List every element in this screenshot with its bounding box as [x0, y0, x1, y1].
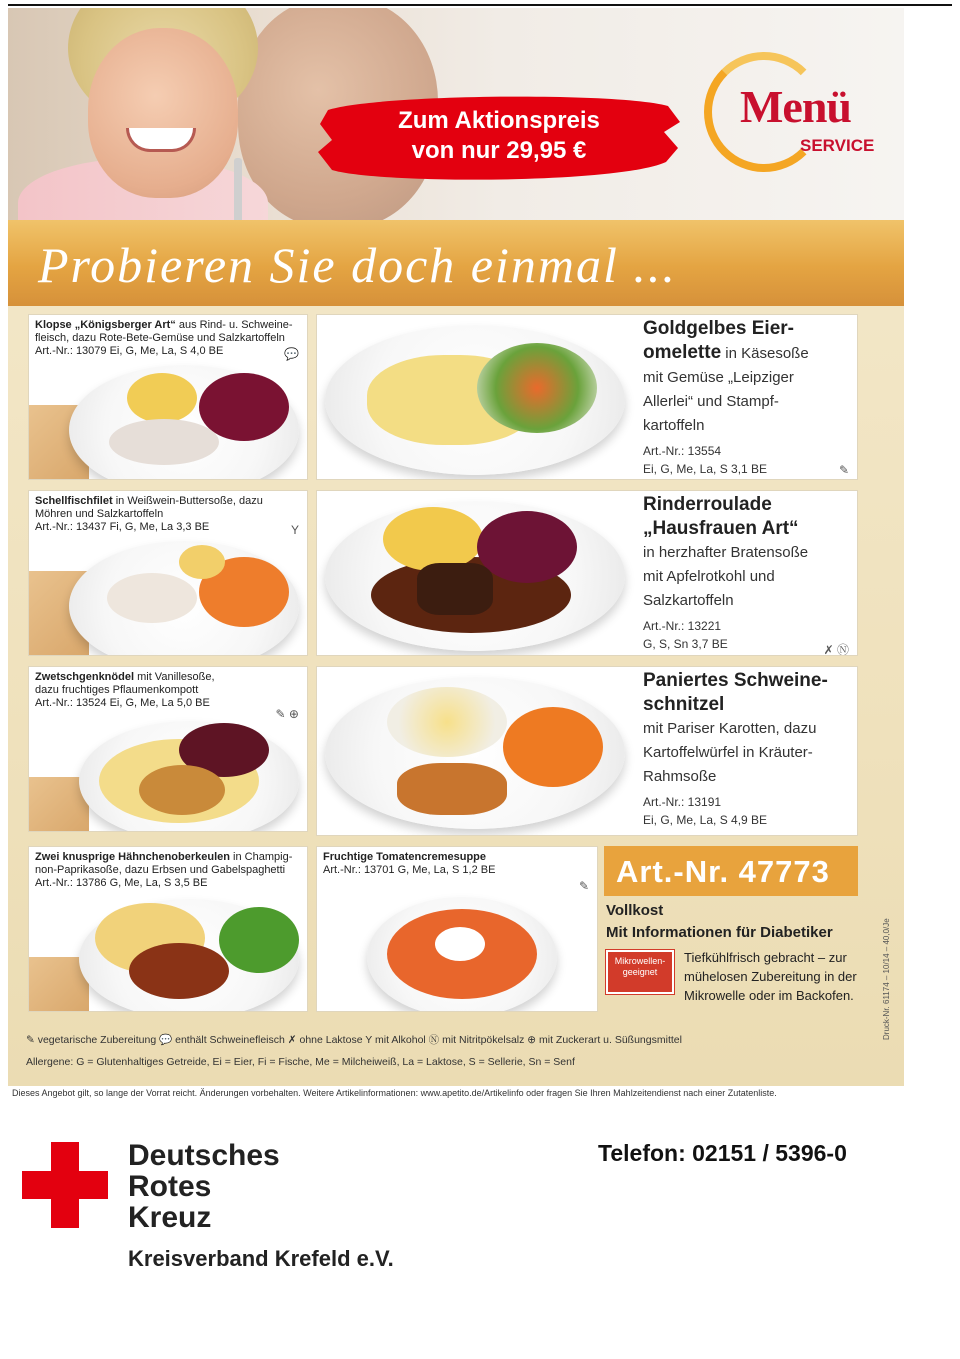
card-klopse — [28, 314, 308, 480]
dish-title-1: Rinderroulade — [643, 494, 772, 515]
drk-line-1: Deutsches — [128, 1139, 280, 1172]
logo-menu-word: Menü — [740, 81, 851, 132]
potato-cubes — [387, 687, 507, 757]
dish-art-1: Art.-Nr.: 13554 — [643, 444, 722, 458]
drk-wordmark — [128, 1140, 280, 1233]
schnitzel — [397, 763, 507, 815]
caption-klopse — [35, 319, 301, 358]
badge-line-1: Zum Aktionspreis — [398, 107, 600, 134]
dish-name: Schellfischfilet — [35, 495, 113, 507]
dish-desc-2: fleisch, dazu Rote-Bete-Gemüse und Salzkartoffeln — [35, 332, 285, 344]
allergen-legend: Allergene: G = Glutenhaltiges Getreide, Ei = Eier, Fi = Fische, Me = Milcheiweiß, La = Laktose, S = Sellerie, Sn = Senf — [26, 1056, 575, 1068]
dish-line-1: mit Pariser Karotten, dazu — [643, 720, 817, 737]
vegetarian-icon: ✎ — [838, 463, 849, 477]
menu-service-logo — [704, 52, 884, 172]
vegetables — [477, 343, 597, 433]
card-schellfisch — [28, 490, 308, 656]
dish-title-2: „Hausfrauen Art“ — [643, 518, 799, 539]
lactose-free-icon: ✗ Ⓝ — [823, 643, 849, 656]
dish-title-1: Goldgelbes Eier- — [643, 318, 794, 339]
dish-desc: in Champig- — [230, 851, 293, 863]
art-number-box — [604, 846, 858, 896]
dish-art: Art.-Nr.: 13079 Ei, G, Me, La, S 4,0 BE — [35, 345, 224, 357]
symbol-legend: ✎ vegetarische Zubereitung 💬 enthält Schweinefleisch ✗ ohne Laktose Y mit Alkohol Ⓝ mit Nitritpökelsalz ⊕ mit Zuckerart u. Süßungsmittel — [26, 1034, 682, 1046]
dish-name: Zwetschgenknödel — [35, 671, 135, 683]
fork-icon — [234, 158, 242, 220]
card-schnitzel — [316, 666, 858, 836]
pariser-carrots — [503, 707, 603, 787]
card-haehnchen — [28, 846, 308, 1012]
dish-art-2: G, S, Sn 3,7 BE — [643, 637, 728, 651]
dish-art-2: Ei, G, Me, La, S 4,9 BE — [643, 813, 768, 827]
dish-desc-2: non-Paprikasoße, dazu Erbsen und Gabelspaghetti — [35, 864, 286, 876]
dish-line-2: mit Apfelrotkohl und — [643, 568, 775, 585]
cross-horizontal — [22, 1171, 108, 1199]
dish-art-2: Ei, G, Me, La, S 3,1 BE — [643, 462, 768, 476]
dish-desc-2: Möhren und Salzkartoffeln — [35, 508, 164, 520]
logo-service-word: SERVICE — [800, 136, 875, 155]
print-number: Druck-Nr. 61174 – 10/14 – 40,0/Je — [882, 918, 891, 1040]
vegetarian-icon: ✎ — [578, 879, 589, 893]
dish-desc: aus Rind- u. Schweine- — [175, 319, 293, 331]
dish-art: Art.-Nr.: 13786 G, Me, La, S 3,5 BE — [35, 877, 208, 889]
caption-zwetschgen — [35, 671, 301, 710]
drk-line-2: Rotes — [128, 1170, 212, 1203]
dish-name: Klopse „Königsberger Art“ — [35, 319, 176, 331]
dish-name: Fruchtige Tomatencremesuppe — [323, 851, 486, 863]
vollkost-line-2: Mit Informationen für Diabetiker — [606, 924, 833, 941]
dish-art: Art.-Nr.: 13524 Ei, G, Me, La 5,0 BE — [35, 697, 210, 709]
red-cabbage — [477, 511, 577, 583]
kreisverband: Kreisverband Krefeld e.V. — [128, 1246, 394, 1271]
desc-schnitzel — [643, 669, 853, 829]
card-rinderroulade — [316, 490, 858, 656]
banner-title: Probieren Sie doch einmal ... — [38, 237, 677, 293]
dish-title-2-rest: in Käsesoße — [721, 345, 809, 362]
dish-title-2: omelette — [643, 342, 722, 363]
microwave-text: Tiefkühlfrisch gebracht – zur mühelosen Zubereitung in der Mikrowelle oder im Backofen. — [684, 950, 857, 1003]
dish-title-1: Paniertes Schweine- — [643, 670, 828, 691]
roulade — [417, 563, 493, 615]
potatoes — [179, 545, 225, 579]
card-eieromelette — [316, 314, 858, 480]
price-badge — [318, 92, 680, 184]
vegetarian-sugar-icon: ✎ ⊕ — [275, 707, 299, 721]
top-rule — [8, 4, 952, 6]
dish-name: Zwei knusprige Hähnchenoberkeulen — [35, 851, 230, 863]
dish-art: Art.-Nr.: 13437 Fi, G, Me, La 3,3 BE — [35, 521, 210, 533]
dish-line-2: Kartoffelwürfel in Kräuter- — [643, 744, 813, 761]
dish-art-1: Art.-Nr.: 13221 — [643, 619, 722, 633]
dish-line-3: kartoffeln — [643, 417, 705, 434]
cream — [435, 927, 485, 961]
caption-tomatensuppe — [323, 851, 591, 877]
fish-fillet — [107, 573, 197, 623]
art-number: Art.-Nr. 47773 — [616, 854, 830, 889]
desc-rinderroulade — [643, 493, 853, 653]
chicken-legs — [129, 943, 229, 999]
meatballs — [109, 419, 219, 465]
caption-haehnchen — [35, 851, 301, 890]
telefon: Telefon: 02151 / 5396-0 — [598, 1140, 847, 1166]
dish-desc-2: dazu fruchtiges Pflaumenkompott — [35, 684, 199, 696]
pork-icon: 💬 — [284, 347, 299, 361]
drk-line-3: Kreuz — [128, 1201, 212, 1234]
disclaimer: Dieses Angebot gilt, so lange der Vorrat reicht. Änderungen vorbehalten. Weitere Artikelinformationen: www.apetito.de/Artikelinfo oder fragen Sie Ihren Mahlzeitendienst nach einer Zutatenliste. — [12, 1088, 777, 1098]
microwave-badge-text: Mikrowellen-geeignet — [614, 956, 666, 977]
dish-line-2: Allerlei“ und Stampf- — [643, 393, 779, 410]
caption-schellfisch — [35, 495, 301, 534]
vollkost-info — [606, 900, 833, 944]
dish-desc: mit Vanillesoße, — [134, 671, 215, 683]
dumplings — [139, 765, 225, 815]
red-cross-icon — [22, 1142, 108, 1228]
dish-line-3: Rahmsoße — [643, 768, 717, 785]
peas — [219, 907, 299, 973]
alcohol-icon: Y — [290, 523, 299, 537]
dish-desc: in Weißwein-Buttersoße, dazu — [112, 495, 263, 507]
card-zwetschgen — [28, 666, 308, 832]
dish-line-3: Salzkartoffeln — [643, 592, 734, 609]
dish-line-1: mit Gemüse „Leipziger — [643, 369, 794, 386]
vollkost-line-1: Vollkost — [606, 902, 664, 919]
woman-face — [88, 28, 238, 198]
dish-art-1: Art.-Nr.: 13191 — [643, 795, 722, 809]
dish-art: Art.-Nr.: 13701 G, Me, La, S 1,2 BE — [323, 864, 496, 876]
card-tomatensuppe — [316, 846, 598, 1012]
badge-line-2: von nur 29,95 € — [411, 137, 587, 164]
microwave-badge — [606, 950, 674, 994]
dish-title-2: schnitzel — [643, 694, 725, 715]
badge-text — [318, 106, 680, 166]
desc-eieromelette — [643, 317, 853, 478]
potatoes — [127, 373, 197, 423]
potatoes — [383, 507, 483, 571]
dish-line-1: in herzhafter Bratensoße — [643, 544, 809, 561]
